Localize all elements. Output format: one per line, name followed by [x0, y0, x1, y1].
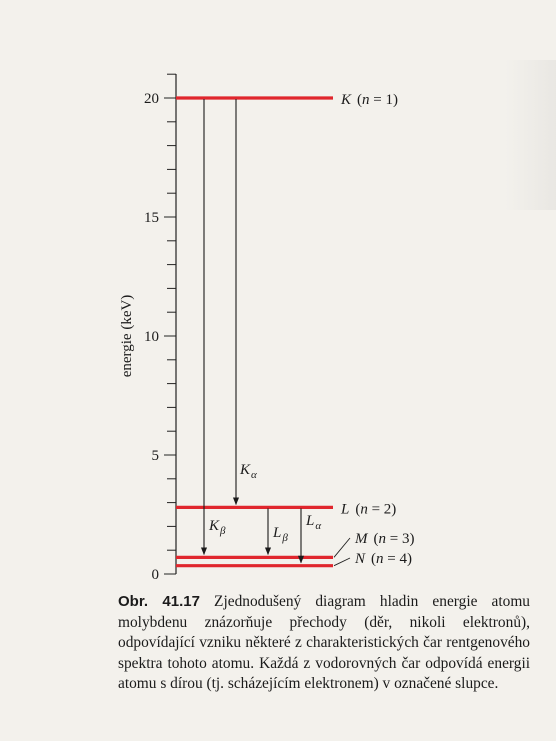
transition-label-L-beta: $L_\beta$ — [273, 525, 288, 544]
energy-axis — [119, 74, 176, 583]
level-label-M: M (n = 3) — [355, 531, 415, 547]
level-label-N: N (n = 4) — [355, 551, 412, 567]
level-label-K: K (n = 1) — [341, 92, 398, 108]
energy-levels — [176, 92, 414, 567]
y-axis-label: energie (keV) — [119, 294, 135, 378]
transition-label-L-alpha: $L_\alpha$ — [306, 513, 322, 532]
level-leader-N — [334, 558, 350, 566]
level-label-L: L (n = 2) — [341, 501, 397, 518]
y-tick-label: 5 — [151, 448, 159, 464]
y-tick-label: 10 — [144, 329, 159, 345]
caption-text: Zjednodušený diagram hladin energie atomu molybdenu znázorňuje přechody (děr, nikoli elektronů), odpovídající vzniku některé z charakteristických čar rentgenového spektra tohoto atomu. Každá z vodorovných čar odpovídá energii atomu s dírou (tj. scházejícím elektronem) v označené slupce. — [118, 593, 530, 693]
figure-caption — [118, 592, 530, 695]
transition-label-K-alpha: $K_\alpha$ — [240, 462, 257, 481]
y-tick-label: 20 — [144, 91, 159, 107]
y-tick-label: 0 — [151, 567, 159, 583]
transition-label-K-beta: $K_\beta$ — [209, 518, 226, 537]
y-tick-label: 15 — [144, 210, 159, 226]
transitions — [204, 99, 321, 563]
figure-label: Obr. 41.17 — [118, 593, 200, 610]
level-leader-M — [334, 538, 350, 557]
